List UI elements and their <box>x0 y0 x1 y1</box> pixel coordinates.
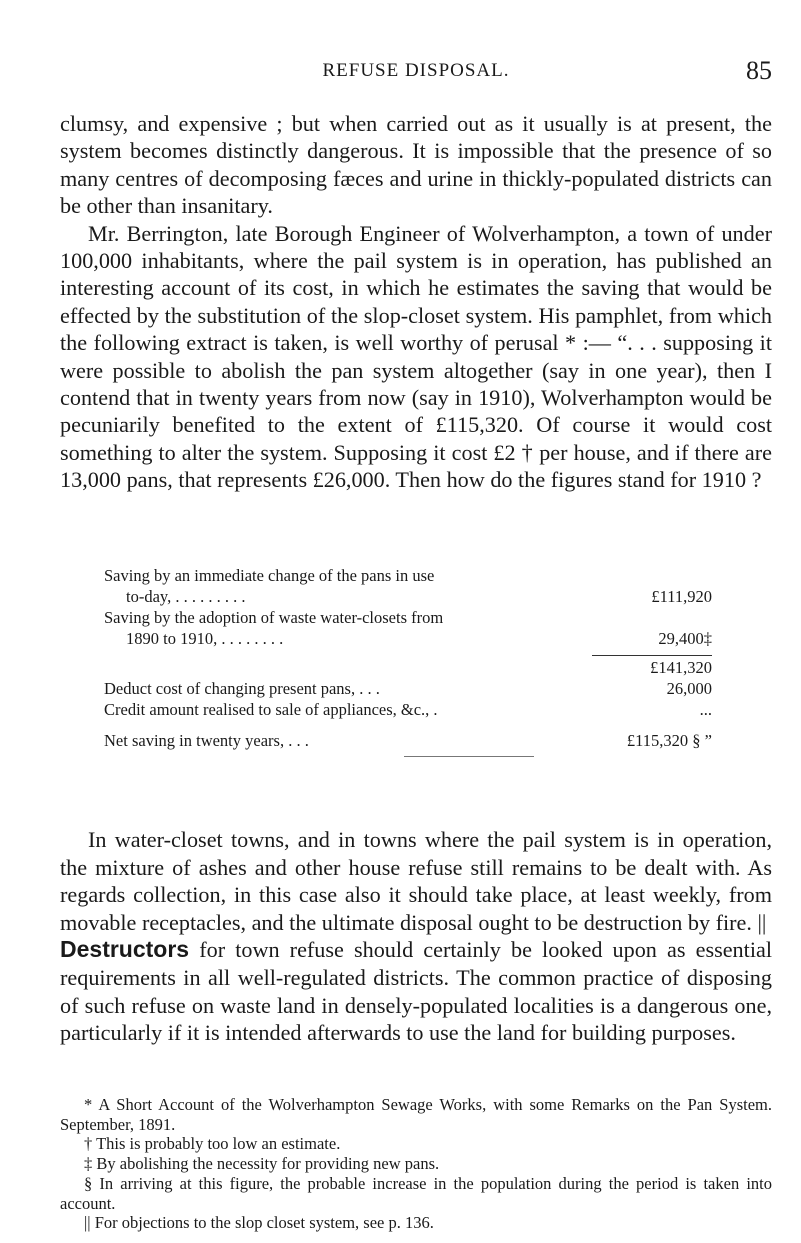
row-label: Credit amount realised to sale of appliances, &c., . <box>104 700 438 719</box>
table-row <box>104 657 712 678</box>
table-row <box>104 628 712 649</box>
subtotal-rule <box>592 655 712 656</box>
row-label: Saving by an immediate change of the pans in use <box>104 566 435 585</box>
table-spacer <box>104 751 712 759</box>
table-spacer <box>104 649 712 657</box>
paragraph-clumsy: clumsy, and expensive ; but when carried out as it usually is at present, the system becomes distinctly dangerous. It is impossible that the presence of so many centres of decomposing fæces and urine in thickly-populated districts can be other than insanitary. <box>60 111 772 219</box>
table-row <box>104 730 712 751</box>
footnote: * A Short Account of the Wolverhampton Sewage Works, with some Remarks on the Pan System. September, 1891. <box>60 1095 772 1134</box>
table-row <box>104 586 712 607</box>
end-rule <box>404 756 534 757</box>
row-label: Deduct cost of changing present pans, . . . <box>104 679 380 698</box>
footnotes <box>60 1095 772 1233</box>
row-label: Net saving in twenty years, . . . <box>104 731 309 750</box>
row-amount: £141,320 <box>650 658 712 677</box>
table-row <box>104 607 712 628</box>
row-amount: 29,400‡ <box>658 629 712 648</box>
table-row <box>104 678 712 699</box>
footnote: § In arriving at this figure, the probable increase in the population during the period is taken into account. <box>60 1173 772 1213</box>
table-spacer <box>104 720 712 730</box>
row-label: Saving by the adoption of waste water-closets from <box>104 608 444 627</box>
body-text-top <box>60 110 772 494</box>
footnote: ‡ By abolishing the necessity for providing new pans. <box>84 1154 440 1174</box>
row-label: 1890 to 1910, . . . . . . . . <box>126 629 284 648</box>
row-amount: ... <box>699 700 712 719</box>
row-amount: £111,920 <box>651 587 712 606</box>
destructors-text: for town refuse should certainly be looked upon as essential requirements in all well-regulated districts. The common practice of disposing of such refuse on waste land in densely-populated localities is a dangerous one, particularly if it is intended afterwards to use the land for building purposes. <box>60 937 772 1046</box>
running-title: REFUSE DISPOSAL. <box>322 60 510 81</box>
footnote: † This is probably too low an estimate. <box>84 1134 341 1154</box>
paragraph-berrington: Mr. Berrington, late Borough Engineer of Wolverhampton, a town of under 100,000 inhabitants, where the pail system is in operation, has published an interesting account of its cost, in which he estimates the saving that would be effected by the substitution of the slop-closet system. His pamphlet, from which the following extract is taken, is well worthy of perusal * :— “. . . supposing it were possible to abolish the pan system altogether (say in one year), then I contend that in twenty years from now (say in 1910), Wolverhampton would be pecuniarily benefited to the extent of £115,320. Of course it would cost something to alter the system. Supposing it cost £2 † per house, and if there are 13,000 pans, that represents £26,000. Then how do the figures stand for 1910 ? <box>60 220 772 493</box>
side-heading-destructors: Destructors <box>60 936 190 963</box>
page-header <box>60 56 772 90</box>
paragraph-destructors <box>60 936 772 1046</box>
savings-table <box>104 565 712 759</box>
table-row <box>104 565 712 586</box>
row-amount: 26,000 <box>666 679 712 698</box>
footnote: || For objections to the slop closet system, see p. 136. <box>84 1213 434 1233</box>
row-label: to-day, . . . . . . . . . <box>126 587 246 606</box>
page-number: 85 <box>746 56 772 85</box>
table-row <box>104 699 712 720</box>
body-text-bottom <box>60 826 772 1047</box>
row-amount: £115,320 § ” <box>626 731 712 750</box>
paragraph-water-closet: In water-closet towns, and in towns where the pail system is in operation, the mixture of ashes and other house refuse still remains to be dealt with. As regards collection, in this case also it should take place, at least weekly, from movable receptacles, and the ultimate disposal ought to be destruction by fire. || <box>60 827 772 935</box>
